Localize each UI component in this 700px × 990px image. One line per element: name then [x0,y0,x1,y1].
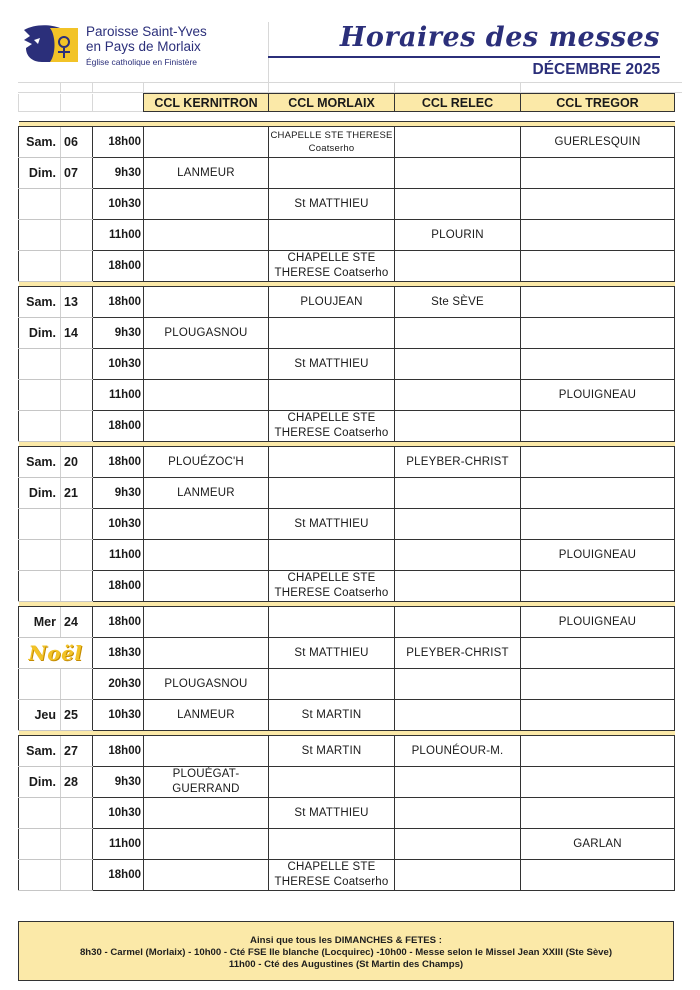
location-text: LANMEUR [177,708,235,721]
mass-location [521,829,675,860]
schedule-row [19,829,675,860]
day-name [19,380,61,411]
mass-location [144,411,269,442]
schedule-row [19,158,675,189]
mass-location [269,318,395,349]
mass-location [144,829,269,860]
mass-location [521,607,675,638]
day-number [61,349,93,380]
location-text: LANMEUR [177,486,235,499]
day-number [61,380,93,411]
day-name: Dim. [19,478,61,509]
mass-location [269,349,395,380]
schedule-row [19,571,675,602]
page-header [0,0,700,92]
footer-line-1: Ainsi que tous les DIMANCHES & FETES : [250,935,442,946]
mass-time: 10h30 [93,349,144,380]
mass-location [144,669,269,700]
mass-time: 11h00 [93,540,144,571]
mass-location [395,318,521,349]
location-text: PLOURIN [431,228,484,241]
mass-location [144,318,269,349]
parish-line-1: Paroisse Saint-Yves [86,24,207,39]
mass-location [521,509,675,540]
schedule-row [19,540,675,571]
parish-name [86,24,207,70]
location-text: Coatserho [308,143,355,154]
mass-location [269,251,395,282]
mass-location [395,158,521,189]
mass-location [269,220,395,251]
mass-location [269,287,395,318]
mass-location [395,509,521,540]
day-number: 06 [61,127,93,158]
mass-location [269,607,395,638]
mass-location [269,189,395,220]
mass-location [144,251,269,282]
mass-location [269,736,395,767]
mass-location [395,189,521,220]
mass-time: 18h00 [93,127,144,158]
mass-location [521,411,675,442]
location-text: PLOUIGNEAU [558,615,637,628]
day-name [19,860,61,891]
location-text: St MATTHIEU [294,646,369,659]
schedule-row [19,380,675,411]
mass-time: 18h00 [93,411,144,442]
page-title: Horaires des messes [339,22,660,53]
location-text: GUERLESQUIN [554,135,641,148]
day-number [61,540,93,571]
mass-time: 11h00 [93,220,144,251]
day-number [61,860,93,891]
schedule-row [19,447,675,478]
spacer-row [19,112,675,122]
day-name: Dim. [19,158,61,189]
location-text: CHAPELLE STE THERESE [270,130,393,141]
mass-location [269,447,395,478]
day-number: 13 [61,287,93,318]
day-name [19,220,61,251]
day-number: 24 [61,607,93,638]
mass-schedule-table [18,93,675,891]
schedule-row [19,669,675,700]
location-text: PLOUGASNOU [164,677,248,690]
mass-location [269,509,395,540]
mass-location [269,571,395,602]
day-number [61,798,93,829]
location-text: PLEYBER-CHRIST [406,455,509,468]
mass-location [521,669,675,700]
mass-location [521,220,675,251]
mass-time: 11h00 [93,380,144,411]
mass-location [144,158,269,189]
day-number [61,220,93,251]
schedule-row [19,860,675,891]
mass-location [144,540,269,571]
day-number [61,189,93,220]
schedule-row [19,478,675,509]
day-name: Dim. [19,767,61,798]
mass-location [395,380,521,411]
footer-line-3: 11h00 - Cté des Augustines (St Martin des Champs) [228,959,464,970]
mass-location [144,638,269,669]
mass-time: 18h00 [93,736,144,767]
location-text: THERESE Coatserho [274,876,389,888]
day-number: 21 [61,478,93,509]
mass-location [144,767,269,798]
location-text: St MATTHIEU [294,357,369,370]
schedule-row [19,767,675,798]
day-number: 28 [61,767,93,798]
mass-time: 9h30 [93,158,144,189]
mass-location [395,251,521,282]
mass-time: 18h00 [93,860,144,891]
mass-location [144,349,269,380]
mass-location [521,127,675,158]
day-name [19,540,61,571]
mass-location [144,798,269,829]
month-label: DÉCEMBRE 2025 [532,61,660,78]
schedule-row [19,509,675,540]
schedule-row [19,607,675,638]
mass-location [269,638,395,669]
parish-logo-icon [20,22,82,68]
day-number [61,509,93,540]
day-name [19,829,61,860]
location-text: THERESE Coatserho [274,267,389,279]
day-name [19,509,61,540]
mass-location [521,540,675,571]
mass-time: 9h30 [93,767,144,798]
location-text: St MARTIN [301,708,362,721]
mass-location [395,829,521,860]
mass-time: 10h30 [93,509,144,540]
mass-location [144,478,269,509]
mass-location [269,158,395,189]
mass-location [395,860,521,891]
location-text: CHAPELLE STE [287,861,376,873]
mass-location [521,447,675,478]
day-name [19,411,61,442]
location-text: PLOUGASNOU [164,326,248,339]
mass-time: 9h30 [93,318,144,349]
location-text: PLOUIGNEAU [558,548,637,561]
mass-location [144,509,269,540]
day-number: 07 [61,158,93,189]
location-text: CHAPELLE STE [287,252,376,264]
mass-location [395,220,521,251]
mass-location [521,700,675,731]
mass-location [521,478,675,509]
mass-location [395,411,521,442]
location-text: PLOUÉGAT- [172,768,240,780]
column-header: CCL MORLAIX [269,94,395,112]
schedule-row [19,638,675,669]
mass-time: 18h00 [93,571,144,602]
location-text: PLOUNÉOUR-M. [411,744,504,757]
location-text: PLOUÉZOC'H [168,455,244,468]
schedule-row [19,220,675,251]
mass-time: 9h30 [93,478,144,509]
mass-location [144,287,269,318]
mass-location [521,189,675,220]
schedule-row [19,287,675,318]
mass-location [269,829,395,860]
mass-time: 10h30 [93,798,144,829]
mass-location [395,571,521,602]
mass-location [395,478,521,509]
schedule-row [19,127,675,158]
location-text: GUERRAND [172,783,240,795]
day-name [19,349,61,380]
mass-location [521,571,675,602]
mass-location [144,860,269,891]
schedule-row [19,736,675,767]
mass-location [521,158,675,189]
mass-location [269,411,395,442]
day-name [19,189,61,220]
schedule-row [19,411,675,442]
mass-time: 11h00 [93,829,144,860]
day-name: Jeu [19,700,61,731]
location-text: Ste SÈVE [431,295,484,308]
mass-location [521,251,675,282]
header-blank [61,94,93,112]
mass-location [144,736,269,767]
mass-location [269,798,395,829]
day-name [19,251,61,282]
mass-location [395,798,521,829]
day-name: Sam. [19,127,61,158]
christmas-label [19,638,93,669]
mass-time: 10h30 [93,189,144,220]
schedule-row [19,349,675,380]
mass-location [269,540,395,571]
mass-time: 18h00 [93,607,144,638]
mass-location [395,349,521,380]
mass-location [521,860,675,891]
mass-location [269,669,395,700]
mass-location [395,127,521,158]
mass-location [521,349,675,380]
column-header-row [19,94,675,112]
day-name: Dim. [19,318,61,349]
mass-location [144,447,269,478]
schedule-row [19,798,675,829]
schedule-row [19,189,675,220]
mass-location [144,189,269,220]
mass-location [269,380,395,411]
location-text: GARLAN [573,837,622,850]
location-text: St MATTHIEU [294,517,369,530]
day-number [61,829,93,860]
day-number: 27 [61,736,93,767]
mass-location [269,860,395,891]
mass-location [395,700,521,731]
mass-location [395,767,521,798]
column-header: CCL TREGOR [521,94,675,112]
location-text: CHAPELLE STE [287,412,376,424]
day-number [61,669,93,700]
parish-line-3: Église catholique en Finistère [86,57,198,67]
parish-line-2: en Pays de Morlaix [86,39,201,54]
mass-location [144,607,269,638]
location-text: THERESE Coatserho [274,427,389,439]
day-number [61,411,93,442]
location-text: St MATTHIEU [294,197,369,210]
footer-line-2: 8h30 - Carmel (Morlaix) - 10h00 - Cté FSE Ile blanche (Locquirec) -10h00 - Messe selon le Missel Jean XXIII (Ste Sève) [79,947,613,958]
mass-location [144,380,269,411]
location-text: THERESE Coatserho [274,587,389,599]
location-text: PLOUIGNEAU [558,388,637,401]
mass-location [521,287,675,318]
mass-location [521,767,675,798]
column-header: CCL RELEC [395,94,521,112]
mass-location [269,478,395,509]
mass-location [521,380,675,411]
mass-location [521,638,675,669]
mass-location [144,127,269,158]
day-number [61,251,93,282]
day-number: 20 [61,447,93,478]
day-name [19,571,61,602]
mass-location [269,700,395,731]
mass-time: 10h30 [93,700,144,731]
mass-time: 18h00 [93,251,144,282]
location-text: CHAPELLE STE [287,572,376,584]
mass-location [521,798,675,829]
mass-location [395,736,521,767]
mass-time: 18h00 [93,447,144,478]
location-text: PLOUJEAN [300,295,363,308]
day-number [61,571,93,602]
mass-location [144,571,269,602]
mass-location [395,669,521,700]
day-name [19,798,61,829]
day-name: Sam. [19,447,61,478]
day-name: Mer [19,607,61,638]
location-text: PLEYBER-CHRIST [406,646,509,659]
mass-time: 18h00 [93,287,144,318]
mass-location [269,127,395,158]
day-number: 14 [61,318,93,349]
footer-note [18,921,674,981]
mass-location [521,736,675,767]
mass-time: 20h30 [93,669,144,700]
mass-location [269,767,395,798]
mass-location [144,220,269,251]
column-header: CCL KERNITRON [144,94,269,112]
schedule-row [19,251,675,282]
day-name: Sam. [19,287,61,318]
title-underline [268,56,660,58]
mass-location [395,287,521,318]
mass-location [395,638,521,669]
schedule-row [19,700,675,731]
day-name [19,669,61,700]
location-text: St MATTHIEU [294,806,369,819]
header-blank [19,94,61,112]
header-blank [93,94,144,112]
day-number: 25 [61,700,93,731]
location-text: St MARTIN [301,744,362,757]
location-text: LANMEUR [177,166,235,179]
mass-location [521,318,675,349]
mass-location [144,700,269,731]
christmas-label-text: Noël [28,641,83,665]
day-name: Sam. [19,736,61,767]
mass-location [395,447,521,478]
mass-time: 18h30 [93,638,144,669]
mass-location [395,607,521,638]
schedule-row [19,318,675,349]
mass-location [395,540,521,571]
